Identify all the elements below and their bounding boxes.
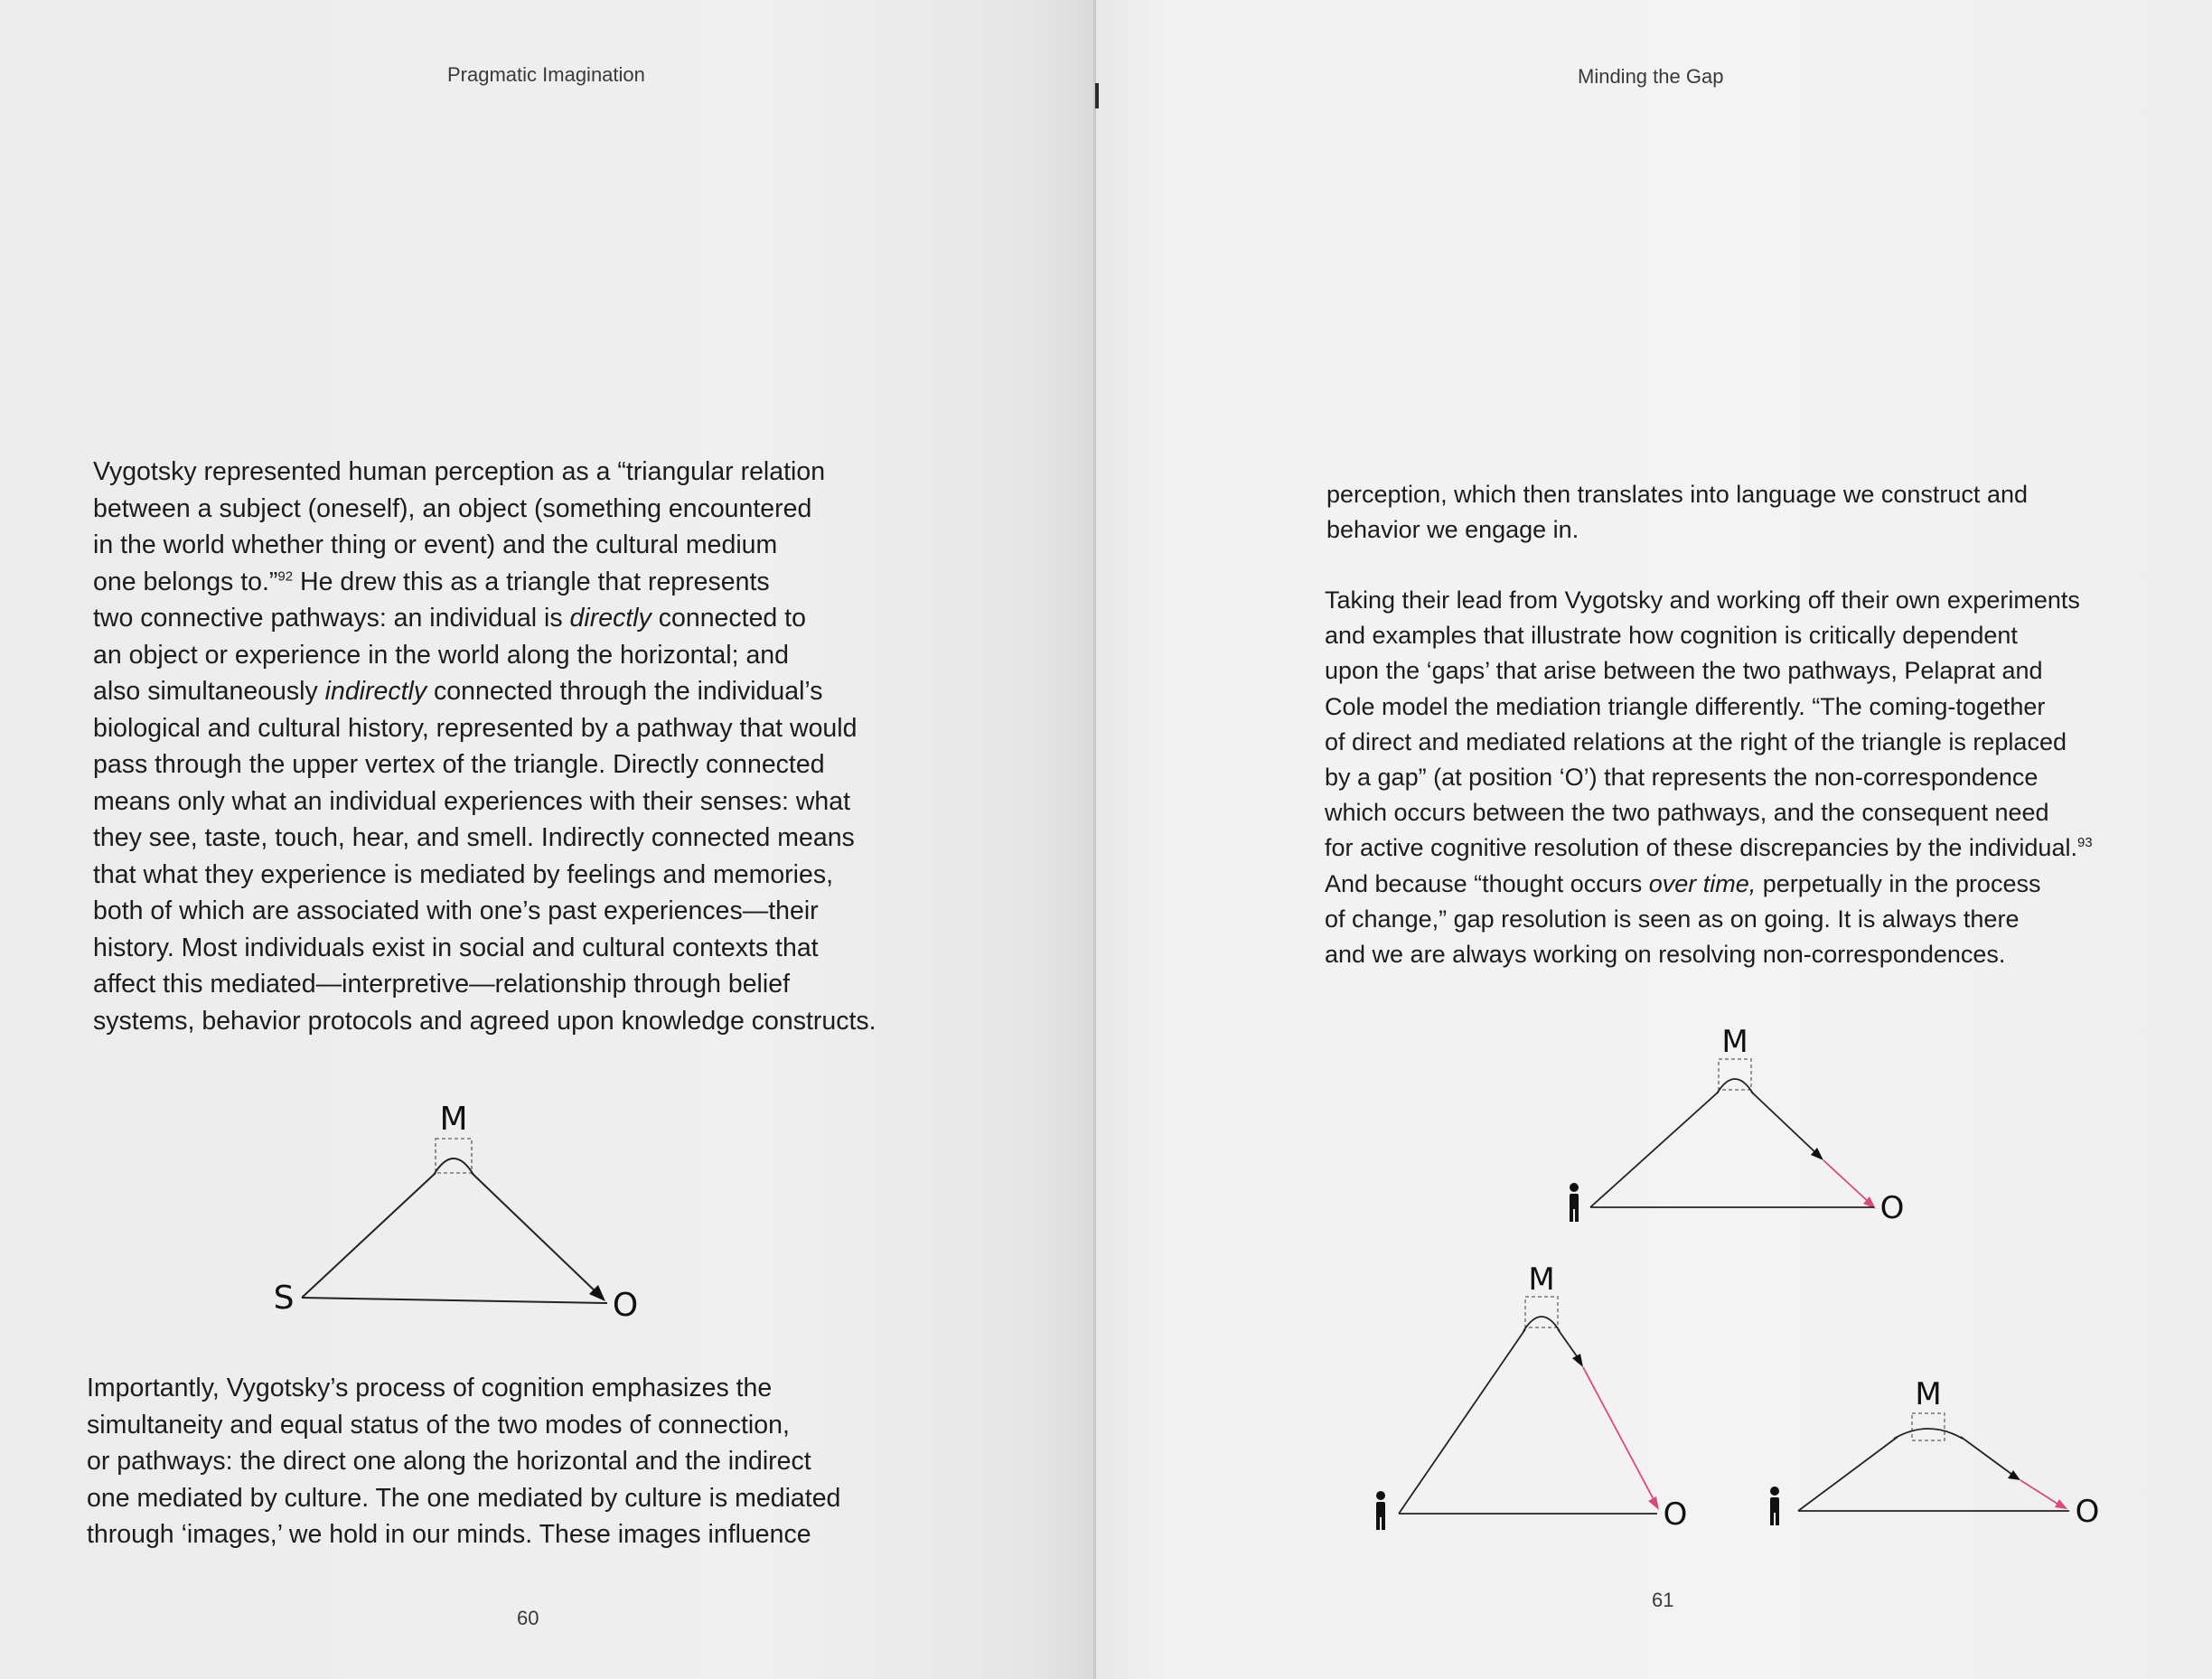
left-page: [0, 0, 1095, 1679]
mediator-dashed-box: [436, 1139, 472, 1173]
diagram-1-gap-segment: [1823, 1160, 1870, 1204]
right-paragraph-2: Taking their lead from Vygotsky and working off their own experiments and examples that illustrate how cognition is critically dependent upon the ‘gaps’ that arise between the two pathways, Pelaprat and Cole model the mediation triangle differently. “The coming-together of direct and mediated relations at the right of the triangle is replaced by a gap” (at position ‘O’) that represents the non-correspondence which occurs between the two pathways, and the consequent need for active cognitive resolution of these discrepancies by the individual.$^{93}$ And because “thought occurs over time, perpetually in the process of change,” gap resolution is seen as on going. It is always there and we are always working on resolving non-correspondences.: [1325, 586, 2093, 969]
gap-triangle-diagram-2: [1357, 1252, 1737, 1541]
diagram-1-arc: [1717, 1079, 1753, 1093]
diagram-label-s: S: [273, 1280, 295, 1317]
diagram-3-label-m: M: [1915, 1376, 1942, 1412]
gutter-mark: [1095, 83, 1099, 108]
arrowhead-icon: [2055, 1499, 2067, 1509]
left-paragraph-1: Vygotsky represented human perception as a “triangular relation between a subject (oneself), an object (something encountered in the world whether thing or event) and the cultural medium one belongs to.”$^{92}$ He drew this as a triangle that represents two connective pathways: an individual is directly connected to an object or experience in the world along the horizontal; and also simultaneously indirectly connected through the individual’s biological and cultural history, represented by a pathway that would pass through the upper vertex of the triangle. Directly connected means only what an individual experiences with their senses: what they see, taste, touch, hear, and smell. Indirectly connected means that what they experience is mediated by feelings and memories, both of which are associated with one’s past experiences—their history. Most individuals exist in social and cultural contexts that affect this mediated—interpretive—relationship through belief systems, behavior protocols and agreed upon knowledge constructs.: [93, 457, 876, 1036]
diagram-2-gap-segment: [1583, 1367, 1655, 1503]
page-number-right: 61: [1652, 1589, 1674, 1611]
diagram-1-label-o: O: [1879, 1190, 1905, 1226]
diagram-2-right-edge: [1558, 1329, 1579, 1360]
triangle-left-edge: [302, 1173, 436, 1298]
person-icon: [1570, 1183, 1579, 1222]
gap-triangle-diagram-3: [1753, 1365, 2132, 1536]
running-head-right: Minding the Gap: [1578, 65, 1724, 88]
arrowhead-icon: [1572, 1354, 1583, 1367]
diagram-2-label-o: O: [1663, 1496, 1688, 1533]
diagram-2-arc: [1523, 1317, 1560, 1331]
diagram-1-left-edge: [1590, 1092, 1719, 1207]
diagram-1-label-m: M: [1721, 1024, 1748, 1060]
diagram-1-right-edge: [1751, 1092, 1818, 1155]
diagram-3-label-o: O: [2075, 1494, 2100, 1530]
gap-triangle-diagram-1: [1556, 1012, 1936, 1238]
mediation-triangle-diagram: [253, 1084, 678, 1337]
diagram-2-left-edge: [1399, 1329, 1525, 1514]
person-icon: [1770, 1487, 1779, 1525]
triangle-right-edge: [472, 1173, 599, 1295]
right-page: [1095, 0, 2212, 1679]
book-gutter: [1093, 0, 1096, 1679]
footnote-ref-93[interactable]: 93: [2076, 835, 2093, 851]
running-head-left: Pragmatic Imagination: [447, 63, 645, 86]
left-paragraph-2: Importantly, Vygotsky’s process of cognition emphasizes the simultaneity and equal status of the two modes of connection, or pathways: the direct one along the horizontal and the indirect one mediated by culture. The one mediated by culture is mediated through ‘images,’ we hold in our minds. These images influence: [87, 1374, 841, 1549]
diagram-3-right-edge: [1961, 1437, 2015, 1477]
diagram-3-dashed-box: [1912, 1413, 1945, 1440]
diagram-3-arc: [1894, 1429, 1963, 1439]
diagram-label-m: M: [439, 1101, 468, 1138]
triangle-base: [302, 1298, 607, 1303]
diagram-label-o: O: [612, 1287, 639, 1324]
page-number-left: 60: [517, 1607, 539, 1629]
arrowhead-icon: [1648, 1496, 1659, 1510]
footnote-ref-92[interactable]: 92: [277, 568, 294, 584]
diagram-2-label-m: M: [1528, 1262, 1555, 1298]
diagram-3-left-edge: [1798, 1437, 1898, 1511]
right-paragraph-1: perception, which then translates into language we construct and behavior we engage in.: [1326, 481, 2028, 544]
diagram-3-gap-segment: [2020, 1480, 2060, 1505]
person-icon: [1376, 1491, 1385, 1530]
